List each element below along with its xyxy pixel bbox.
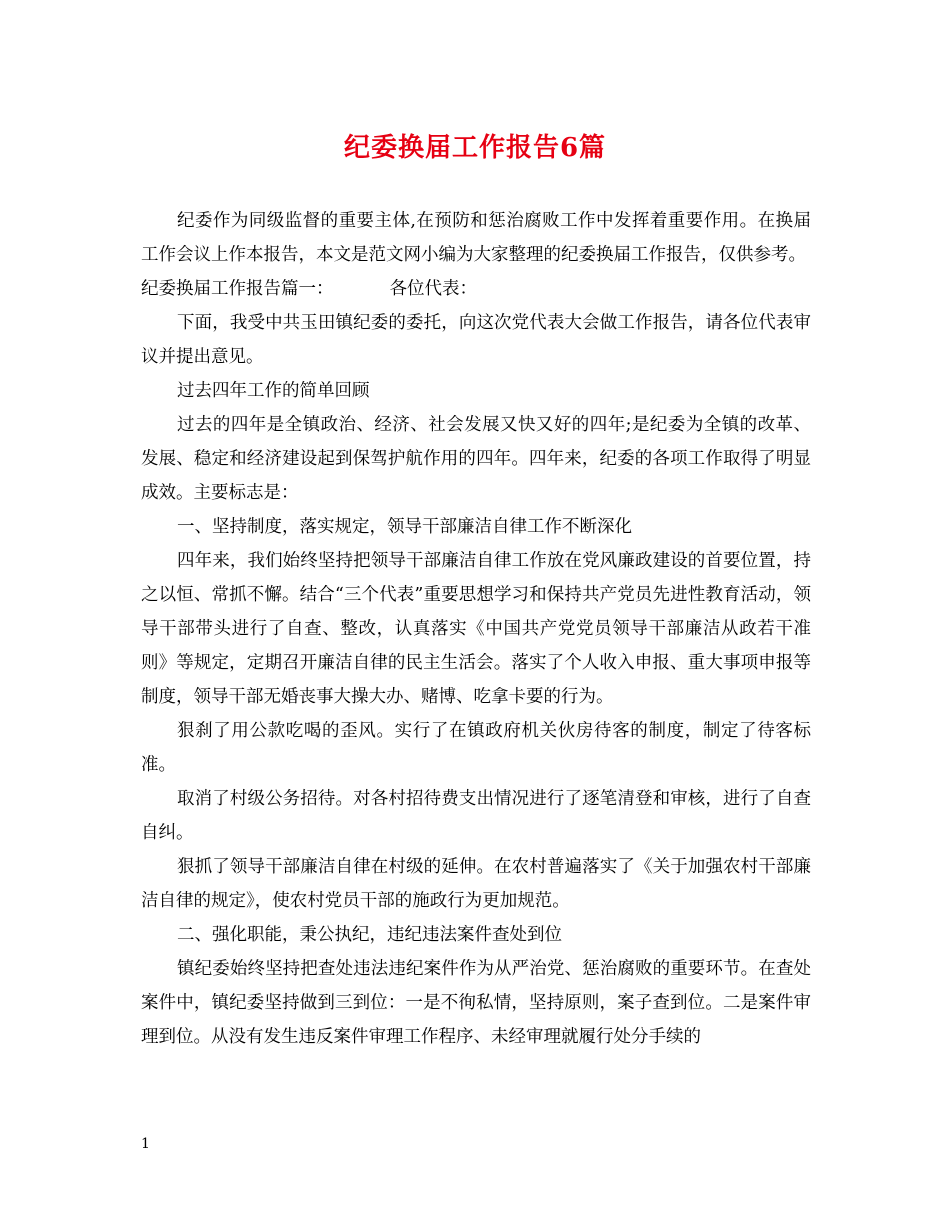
document-body [141,204,811,1054]
salutation: 各位代表： [389,279,477,299]
page-number: 1 [141,1136,150,1152]
paragraph-point-one-heading: 一、坚持制度，落实规定，领导干部廉洁自律工作不断深化 [177,517,632,537]
paragraph-review-heading: 过去四年工作的简单回顾 [177,381,370,401]
paragraph-village-hospitality: 取消了村级公务招待。对各村招待费支出情况进行了逐笔清登和审核，进行了自查自纠。 [141,789,811,843]
paragraph-intro: 纪委作为同级监督的重要主体,在预防和惩治腐败工作中发挥着重要作用。在换届工作会议上作本报告，本文是范文网小编为大家整理的纪委换届工作报告，仅供参考。 [141,211,811,265]
paragraph-point-one: 四年来，我们始终坚持把领导干部廉洁自律工作放在党风廉政建设的首要位置，持之以恒、常抓不懈。结合“三个代表”重要思想学习和保持共产党员先进性教育活动，领导干部带头进行了自查、整改，认真落实《中国共产党党员领导干部廉洁从政若干准则》等规定，定期召开廉洁自律的民主生活会。落实了个人收入申报、重大事项申报等制度，领导干部无婚丧事大操大办、赌博、吃拿卡要的行为。 [141,551,811,707]
paragraph-point-two: 镇纪委始终坚持把查处违法违纪案件作为从严治党、惩治腐败的重要环节。在查处案件中，镇纪委坚持做到三到位：一是不徇私情，坚持原则，案子查到位。二是案件审理到位。从没有发生违反案件审理工作程序、未经审理就履行处分手续的 [141,959,811,1047]
paragraph-village-extension: 狠抓了领导干部廉洁自律在村级的延伸。在农村普遍落实了《关于加强农村干部廉洁自律的规定》，使农村党员干部的施政行为更加规范。 [141,857,811,911]
section-heading-label: 纪委换届工作报告篇一： [141,279,334,299]
paragraph-review: 过去的四年是全镇政治、经济、社会发展又快又好的四年;是纪委为全镇的改革、发展、稳定和经济建设起到保驾护航作用的四年。四年来，纪委的各项工作取得了明显成效。主要标志是： [141,415,811,503]
paragraph-section-heading [141,272,811,306]
paragraph-banquet: 狠刹了用公款吃喝的歪风。实行了在镇政府机关伙房待客的制度，制定了待客标准。 [141,721,811,775]
paragraph-opening: 下面，我受中共玉田镇纪委的委托，向这次党代表大会做工作报告，请各位代表审议并提出意见。 [141,313,811,367]
document-title: 纪委换届工作报告6篇 [343,133,607,163]
paragraph-point-two-heading: 二、强化职能，秉公执纪，违纪违法案件查处到位 [177,925,562,945]
